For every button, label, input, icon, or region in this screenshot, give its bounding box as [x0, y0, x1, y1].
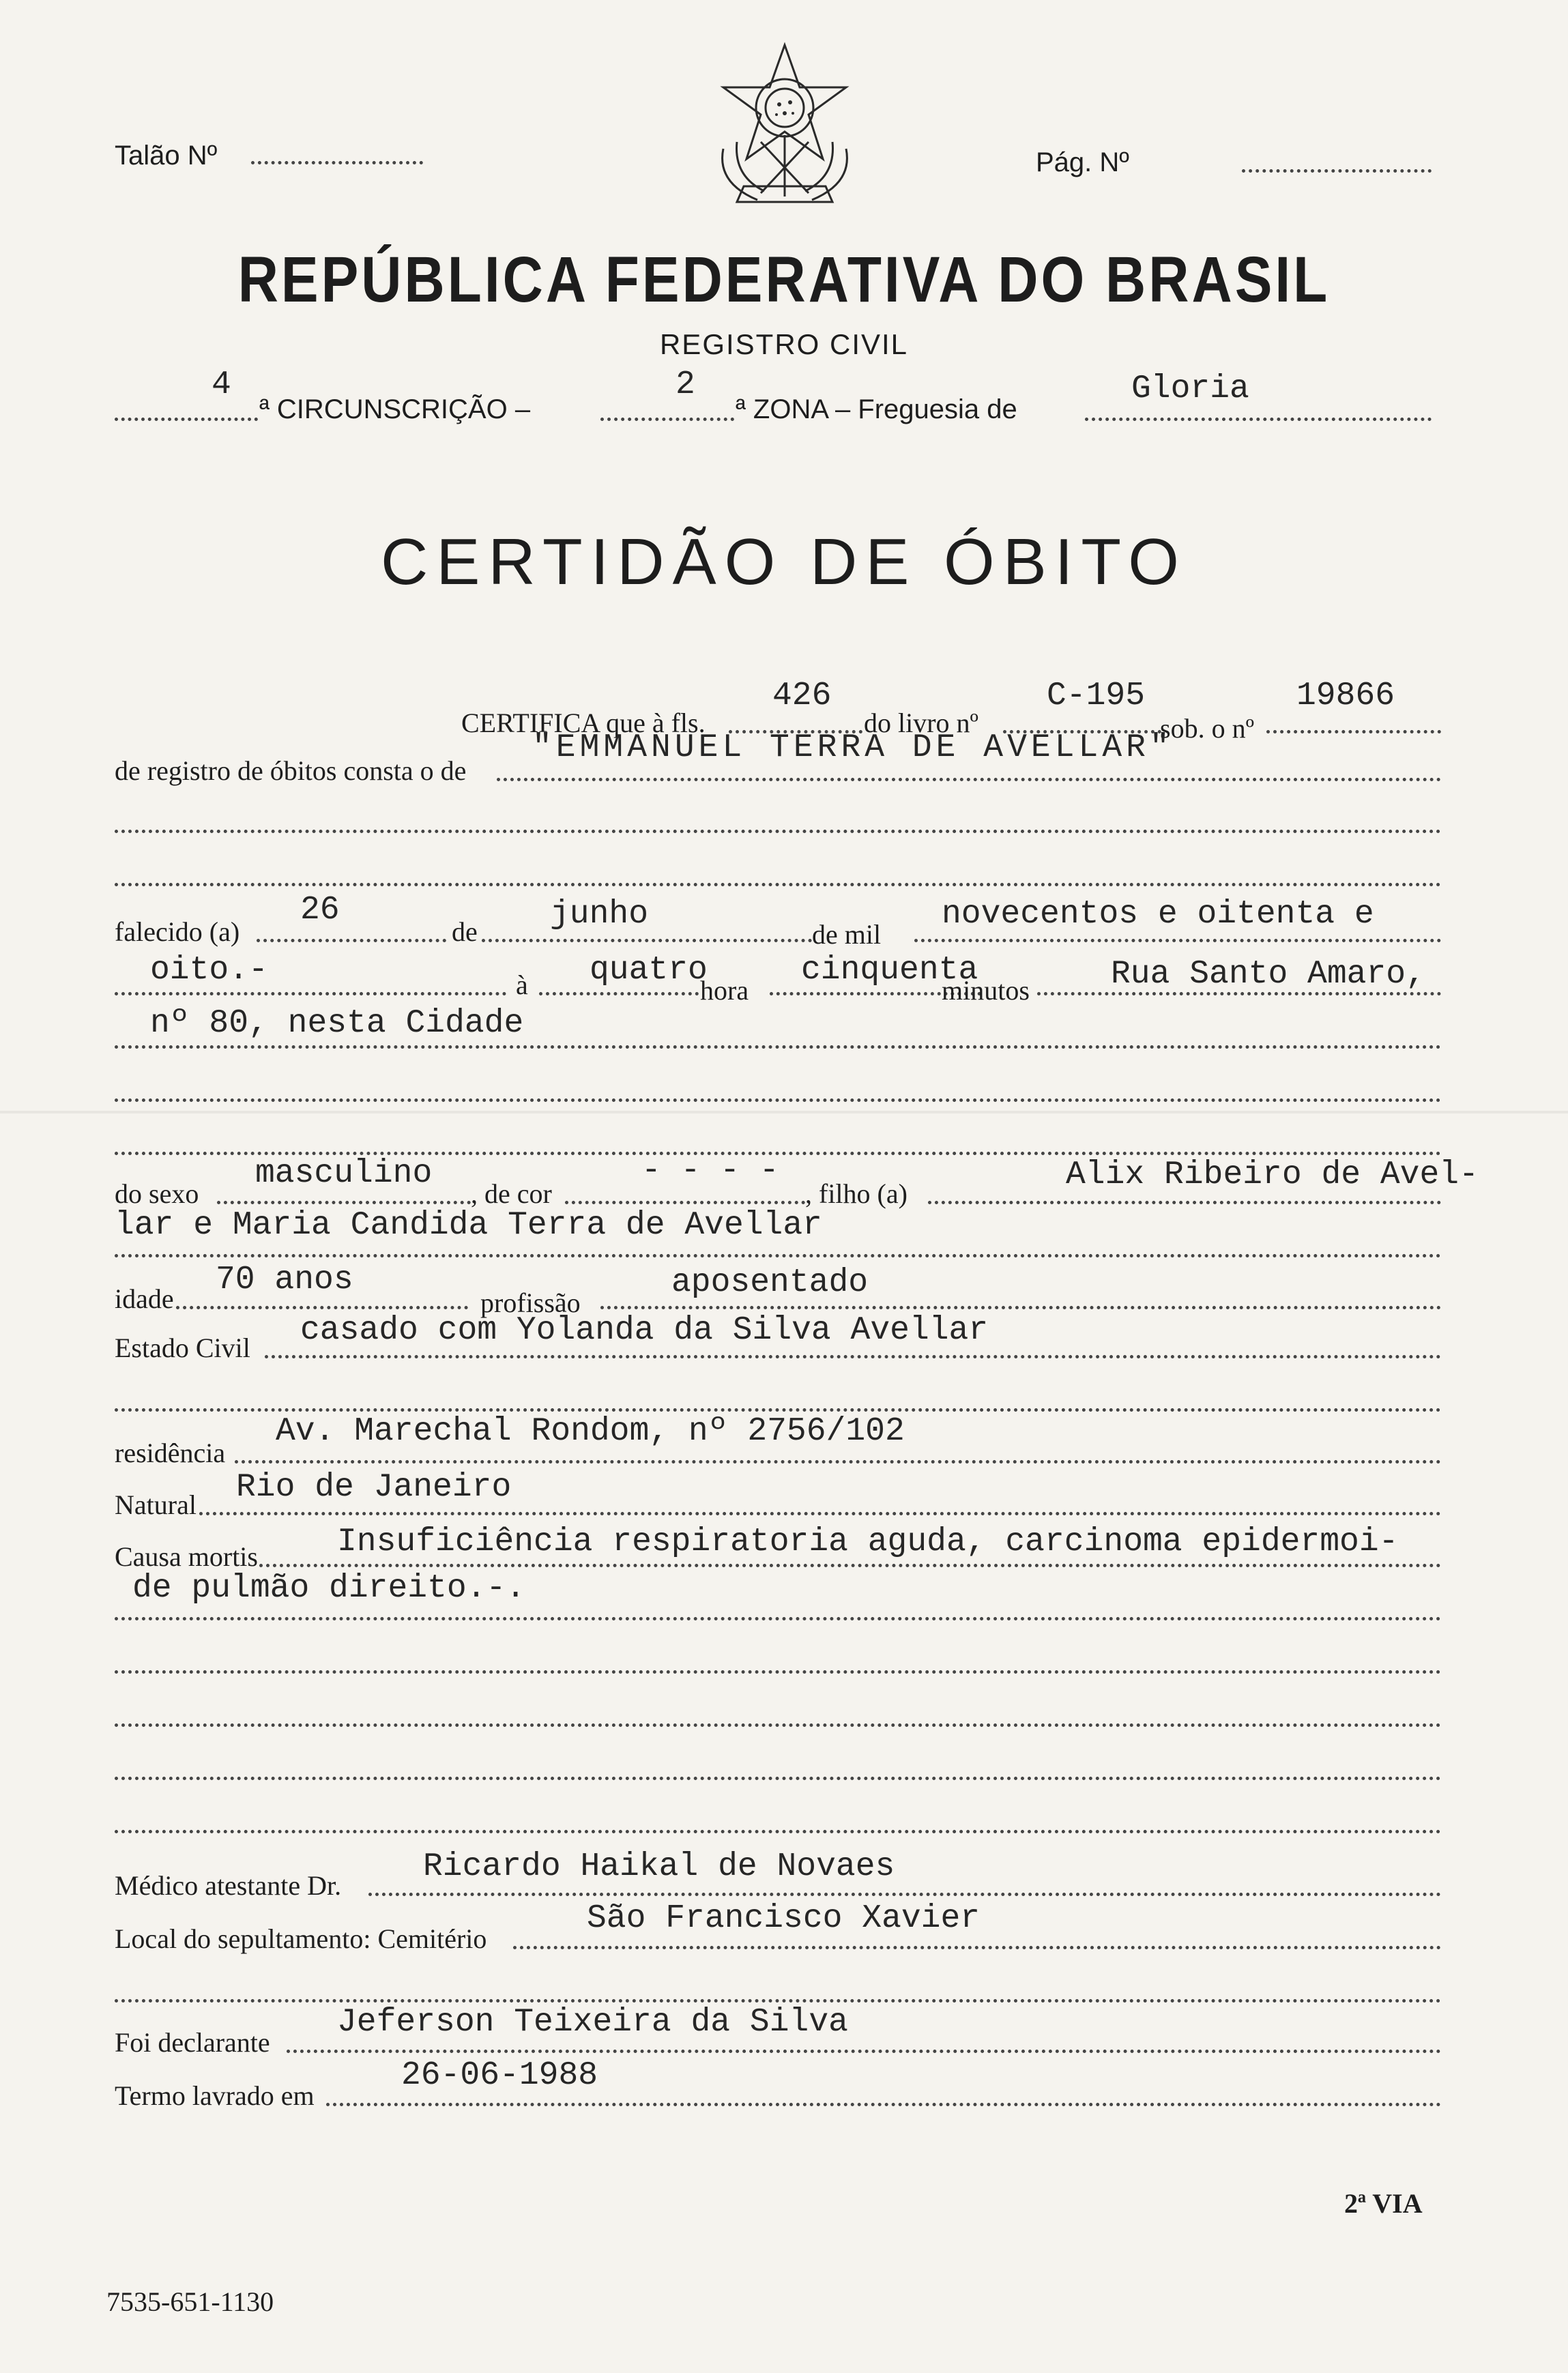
local-line — [513, 1940, 1441, 1949]
termo-value: 26-06-1988 — [401, 2057, 598, 2094]
circ-label: ª CIRCUNSCRIÇÃO – — [259, 394, 531, 424]
pag-label: Pág. Nº — [1036, 147, 1129, 177]
idade-label: idade — [115, 1283, 174, 1314]
sob-line — [1266, 725, 1441, 733]
freguesia-line — [1085, 412, 1432, 421]
filho-label: , filho (a) — [805, 1178, 908, 1209]
idade-value: 70 anos — [216, 1262, 353, 1298]
talao-line — [251, 156, 423, 164]
talao-label: Talão Nº — [115, 141, 218, 171]
local-label: Local do sepultamento: Cemitério — [115, 1923, 487, 1954]
estado-label: Estado Civil — [115, 1333, 250, 1363]
cor-line — [565, 1195, 805, 1204]
livro-label: do livro nº — [864, 708, 978, 738]
zona-label: ª ZONA – Freguesia de — [736, 394, 1017, 424]
cor-label: , de cor — [471, 1178, 552, 1209]
death-minute: cinquenta — [801, 952, 978, 989]
blank-line — [115, 1665, 1441, 1674]
document-title: CERTIDÃO DE ÓBITO — [381, 525, 1187, 598]
minutos-label: minutos — [942, 975, 1030, 1006]
declarante-line — [287, 2044, 1441, 2053]
causa-label: Causa mortis — [115, 1541, 258, 1572]
termo-label: Termo lavrado em — [115, 2080, 315, 2111]
natural-line — [199, 1506, 1441, 1515]
profissao-value: aposentado — [671, 1264, 869, 1301]
freguesia-value: Gloria — [1131, 370, 1249, 407]
filho-line1: Alix Ribeiro de Avel- — [1066, 1156, 1479, 1193]
death-year-line2: oito.- — [150, 952, 268, 989]
medico-line — [368, 1887, 1441, 1896]
blank-line — [115, 1718, 1441, 1727]
blank-line — [115, 1824, 1441, 1833]
brazil-coat-of-arms-icon — [696, 40, 873, 217]
zona-value: 2 — [676, 366, 695, 403]
paper-fold — [0, 1111, 1568, 1113]
year-line — [914, 933, 1441, 942]
sexo-line — [217, 1195, 471, 1204]
blank-line — [115, 1403, 1441, 1412]
deceased-name: "EMMANUEL TERRA DE AVELLAR" — [532, 729, 1174, 766]
form-number: 7535-651-1130 — [106, 2286, 274, 2317]
name-line — [497, 772, 1441, 781]
sob-label: sob. o nº — [1160, 713, 1254, 744]
natural-label: Natural — [115, 1489, 197, 1520]
death-day: 26 — [300, 892, 340, 929]
death-place-line2: nº 80, nesta Cidade — [150, 1005, 524, 1042]
zona-line — [600, 412, 734, 421]
demil-label: de mil — [812, 919, 882, 950]
hora-label: hora — [700, 975, 749, 1006]
sob-value: 19866 — [1296, 678, 1395, 714]
cor-value: - - - - — [641, 1152, 779, 1189]
estado-value: casado com Yolanda da Silva Avellar — [300, 1312, 989, 1349]
sexo-value: masculino — [255, 1155, 433, 1192]
republic-title: REPÚBLICA FEDERATIVA DO BRASIL — [237, 244, 1331, 316]
filho-line2 — [115, 1249, 1441, 1257]
profissao-label: profissão — [480, 1287, 581, 1318]
sexo-label: do sexo — [115, 1178, 199, 1209]
death-year-line1: novecentos e oitenta e — [942, 896, 1374, 933]
filho-line2-value: lar e Maria Candida Terra de Avellar — [115, 1207, 822, 1244]
circ-value: 4 — [212, 366, 231, 403]
declarante-label: Foi declarante — [115, 2027, 270, 2058]
declarante-value: Jeferson Teixeira da Silva — [337, 2004, 848, 2041]
causa-line2-value: de pulmão direito.-. — [132, 1570, 526, 1607]
fls-value: 426 — [772, 678, 832, 714]
death-hour: quatro — [590, 952, 708, 989]
certifica-label: CERTIFICA que à fls. — [461, 708, 706, 738]
natural-value: Rio de Janeiro — [236, 1469, 512, 1506]
pag-line — [1242, 164, 1432, 173]
medico-label: Médico atestante Dr. — [115, 1870, 342, 1901]
a-label: à — [516, 970, 528, 1000]
circ-line — [115, 412, 258, 421]
falecido-label: falecido (a) — [115, 916, 240, 947]
registro-title: REGISTRO CIVIL — [659, 328, 909, 360]
blank-line — [115, 1994, 1441, 2003]
profissao-line — [600, 1300, 1441, 1309]
death-place-line1: Rua Santo Amaro, — [1111, 956, 1425, 993]
blank-line — [115, 1771, 1441, 1780]
de-label: de — [452, 916, 478, 947]
residencia-line — [235, 1455, 1441, 1464]
consta-label: de registro de óbitos consta o de — [115, 755, 467, 786]
death-month: junho — [550, 896, 649, 933]
termo-line — [326, 2097, 1441, 2106]
via-label: 2ª VIA — [1344, 2188, 1423, 2219]
day-line — [257, 933, 446, 942]
causa-line2 — [115, 1612, 1441, 1620]
medico-value: Ricardo Haikal de Novaes — [423, 1848, 895, 1885]
idade-line — [176, 1300, 468, 1309]
month-line — [482, 933, 812, 942]
blank-line — [115, 877, 1441, 886]
filho-line — [928, 1195, 1441, 1204]
residencia-label: residência — [115, 1438, 226, 1468]
causa-line1: Insuficiência respiratoria aguda, carcinoma epidermoi- — [337, 1524, 1399, 1560]
blank-line — [115, 1093, 1441, 1102]
residencia-value: Av. Marechal Rondom, nº 2756/102 — [276, 1413, 905, 1450]
estado-line — [265, 1350, 1441, 1358]
local-value: São Francisco Xavier — [587, 1900, 981, 1937]
livro-value: C-195 — [1047, 678, 1146, 714]
blank-line — [115, 824, 1441, 833]
